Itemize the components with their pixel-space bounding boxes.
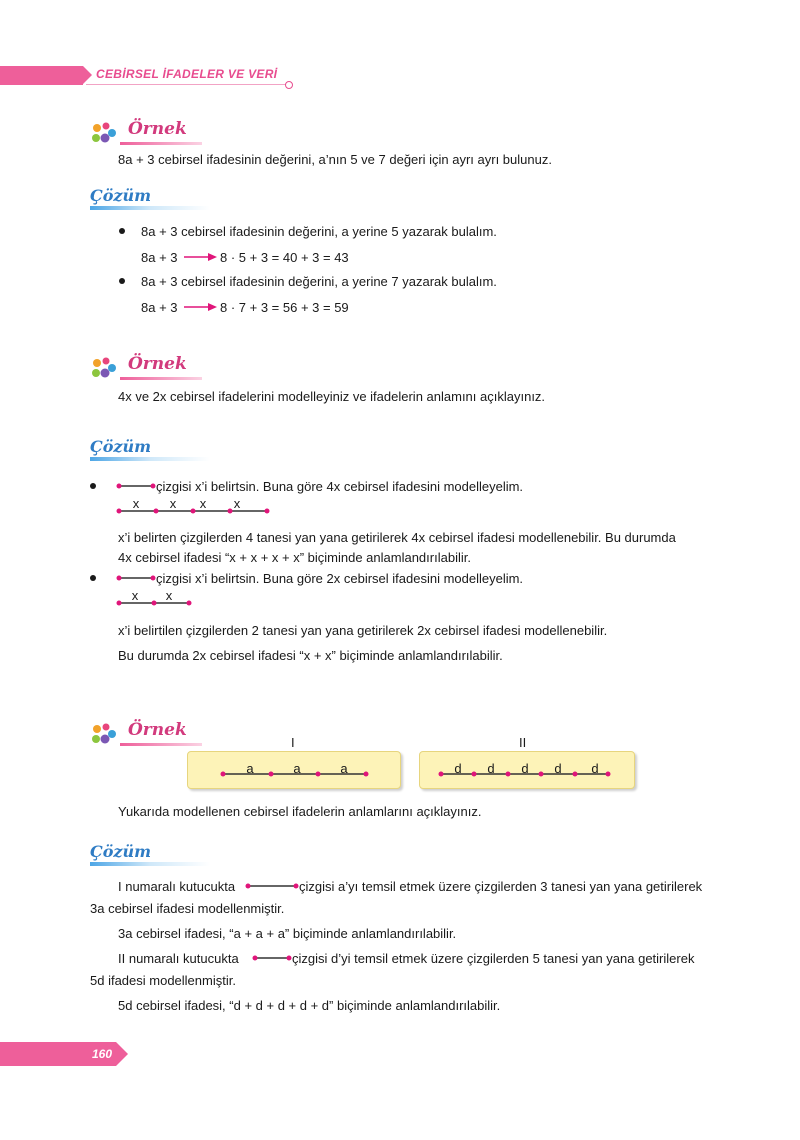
segment-label: x xyxy=(233,496,241,511)
example2-question: 4x ve 2x cebirsel ifadelerini modelleyiniz ve ifadelerin anlamını açıklayınız. xyxy=(118,389,546,404)
example-ornament-icon xyxy=(90,723,118,745)
segment-label: x xyxy=(199,496,207,511)
example-heading-3 xyxy=(90,720,187,746)
example2-item2-lead: çizgisi x’i belirtsin. Buna göre 2x cebirsel ifadesini modelleyelim. xyxy=(156,571,524,586)
bullet xyxy=(119,228,125,234)
footer-band-tip xyxy=(116,1042,128,1066)
box1-roman-label: I xyxy=(291,735,295,750)
solution-underline-2 xyxy=(90,457,210,461)
example-underline xyxy=(120,377,202,380)
segment-label: x xyxy=(132,496,140,511)
example1-step2-lhs: 8a + 3 xyxy=(141,300,178,315)
segment-label: d xyxy=(591,761,599,776)
solution-label-2: Çözüm xyxy=(90,437,152,456)
arrow-icon xyxy=(184,251,218,263)
example3-solution-p3-end: çizgisi d’yi temsil etmek üzere çizgilerden 5 tanesi yan yana getirilerek xyxy=(292,951,695,966)
example1-step2: 8a + 3 cebirsel ifadesinin değerini, a yerine 7 yazarak bulalım. xyxy=(141,274,497,289)
bullet xyxy=(90,575,96,581)
x-segment-icon xyxy=(116,572,158,584)
example3-solution-p1-end: çizgisi a’yı temsil etmek üzere çizgilerden 3 tanesi yan yana getirilerek xyxy=(299,879,703,894)
example-label: Örnek xyxy=(128,720,187,740)
segment-label: d xyxy=(554,761,562,776)
segment-label: x xyxy=(131,588,139,603)
solution-label-1: Çözüm xyxy=(90,186,152,205)
segment-label: d xyxy=(454,761,462,776)
segment-label: a xyxy=(340,761,348,776)
arrow-icon xyxy=(184,301,218,313)
example1-step1-rhs: 8 · 5 + 3 = 40 + 3 = 43 xyxy=(220,250,349,265)
example-ornament-icon xyxy=(90,357,118,379)
segment-label: x xyxy=(169,496,177,511)
solution-underline-3 xyxy=(90,862,210,866)
header-underline xyxy=(86,84,288,85)
example2-item2-explanation-1: x’i belirtilen çizgilerden 2 tanesi yan yana getirilerek 2x cebirsel ifadesi modellenebilir. xyxy=(118,623,608,638)
example2-item1-explanation-2: 4x cebirsel ifadesi “x + x + x + x” biçiminde anlamlandırılabilir. xyxy=(118,550,471,565)
solution-underline-1 xyxy=(90,206,210,210)
segment-label: a xyxy=(246,761,254,776)
header-band-tip xyxy=(83,66,92,84)
example-heading-1 xyxy=(90,119,187,145)
x-segment-icon xyxy=(116,480,158,492)
example3-solution-p3-line2: 5d ifadesi modellenmiştir. xyxy=(90,973,236,988)
bullet xyxy=(90,483,96,489)
example3-solution-p1-line2: 3a cebirsel ifadesi modellenmiştir. xyxy=(90,901,285,916)
example2-item2-explanation-2: Bu durumda 2x cebirsel ifadesi “x + x” biçiminde anlamlandırılabilir. xyxy=(118,648,503,663)
example1-step1-lhs: 8a + 3 xyxy=(141,250,178,265)
example1-question: 8a + 3 cebirsel ifadesinin değerini, a’nın 5 ve 7 değeri için ayrı ayrı bulunuz. xyxy=(118,152,552,167)
example3-solution-p4: 5d cebirsel ifadesi, “d + d + d + d + d” biçiminde anlamlandırılabilir. xyxy=(118,998,501,1013)
example3-question: Yukarıda modellenen cebirsel ifadelerin anlamlarını açıklayınız. xyxy=(118,804,482,819)
example2-item1-lead: çizgisi x’i belirtsin. Buna göre 4x cebirsel ifadesini modelleyelim. xyxy=(156,479,524,494)
example1-step1: 8a + 3 cebirsel ifadesinin değerini, a yerine 5 yazarak bulalım. xyxy=(141,224,497,239)
bullet xyxy=(119,278,125,284)
example3-solution-p2: 3a cebirsel ifadesi, “a + a + a” biçiminde anlamlandırılabilir. xyxy=(118,926,457,941)
solution-label-3: Çözüm xyxy=(90,842,152,861)
example1-step2-rhs: 8 · 7 + 3 = 56 + 3 = 59 xyxy=(220,300,349,315)
example-label: Örnek xyxy=(128,119,187,139)
example-underline xyxy=(120,743,202,746)
section-title: CEBİRSEL İFADELER VE VERİ xyxy=(96,67,278,81)
header-band xyxy=(0,66,83,85)
segment-label: x xyxy=(165,588,173,603)
example-heading-2 xyxy=(90,354,187,380)
page-number: 160 xyxy=(92,1047,113,1061)
example2-item1-explanation-1: x’i belirten çizgilerden 4 tanesi yan yana getirilerek 4x cebirsel ifadesi modellenebilir. Bu durumda xyxy=(118,530,676,545)
header-line-dot xyxy=(285,81,293,89)
a-segment-icon xyxy=(245,880,301,892)
d-segment-icon xyxy=(252,952,294,964)
segment-label: d xyxy=(487,761,495,776)
example3-solution-p3-start: II numaralı kutucukta xyxy=(118,951,239,966)
example-underline xyxy=(120,142,202,145)
example-ornament-icon xyxy=(90,122,118,144)
segment-label: d xyxy=(521,761,529,776)
segment-label: a xyxy=(293,761,301,776)
example3-solution-p1-start: I numaralı kutucukta xyxy=(118,879,236,894)
example-label: Örnek xyxy=(128,354,187,374)
box2-roman-label: II xyxy=(519,735,527,750)
